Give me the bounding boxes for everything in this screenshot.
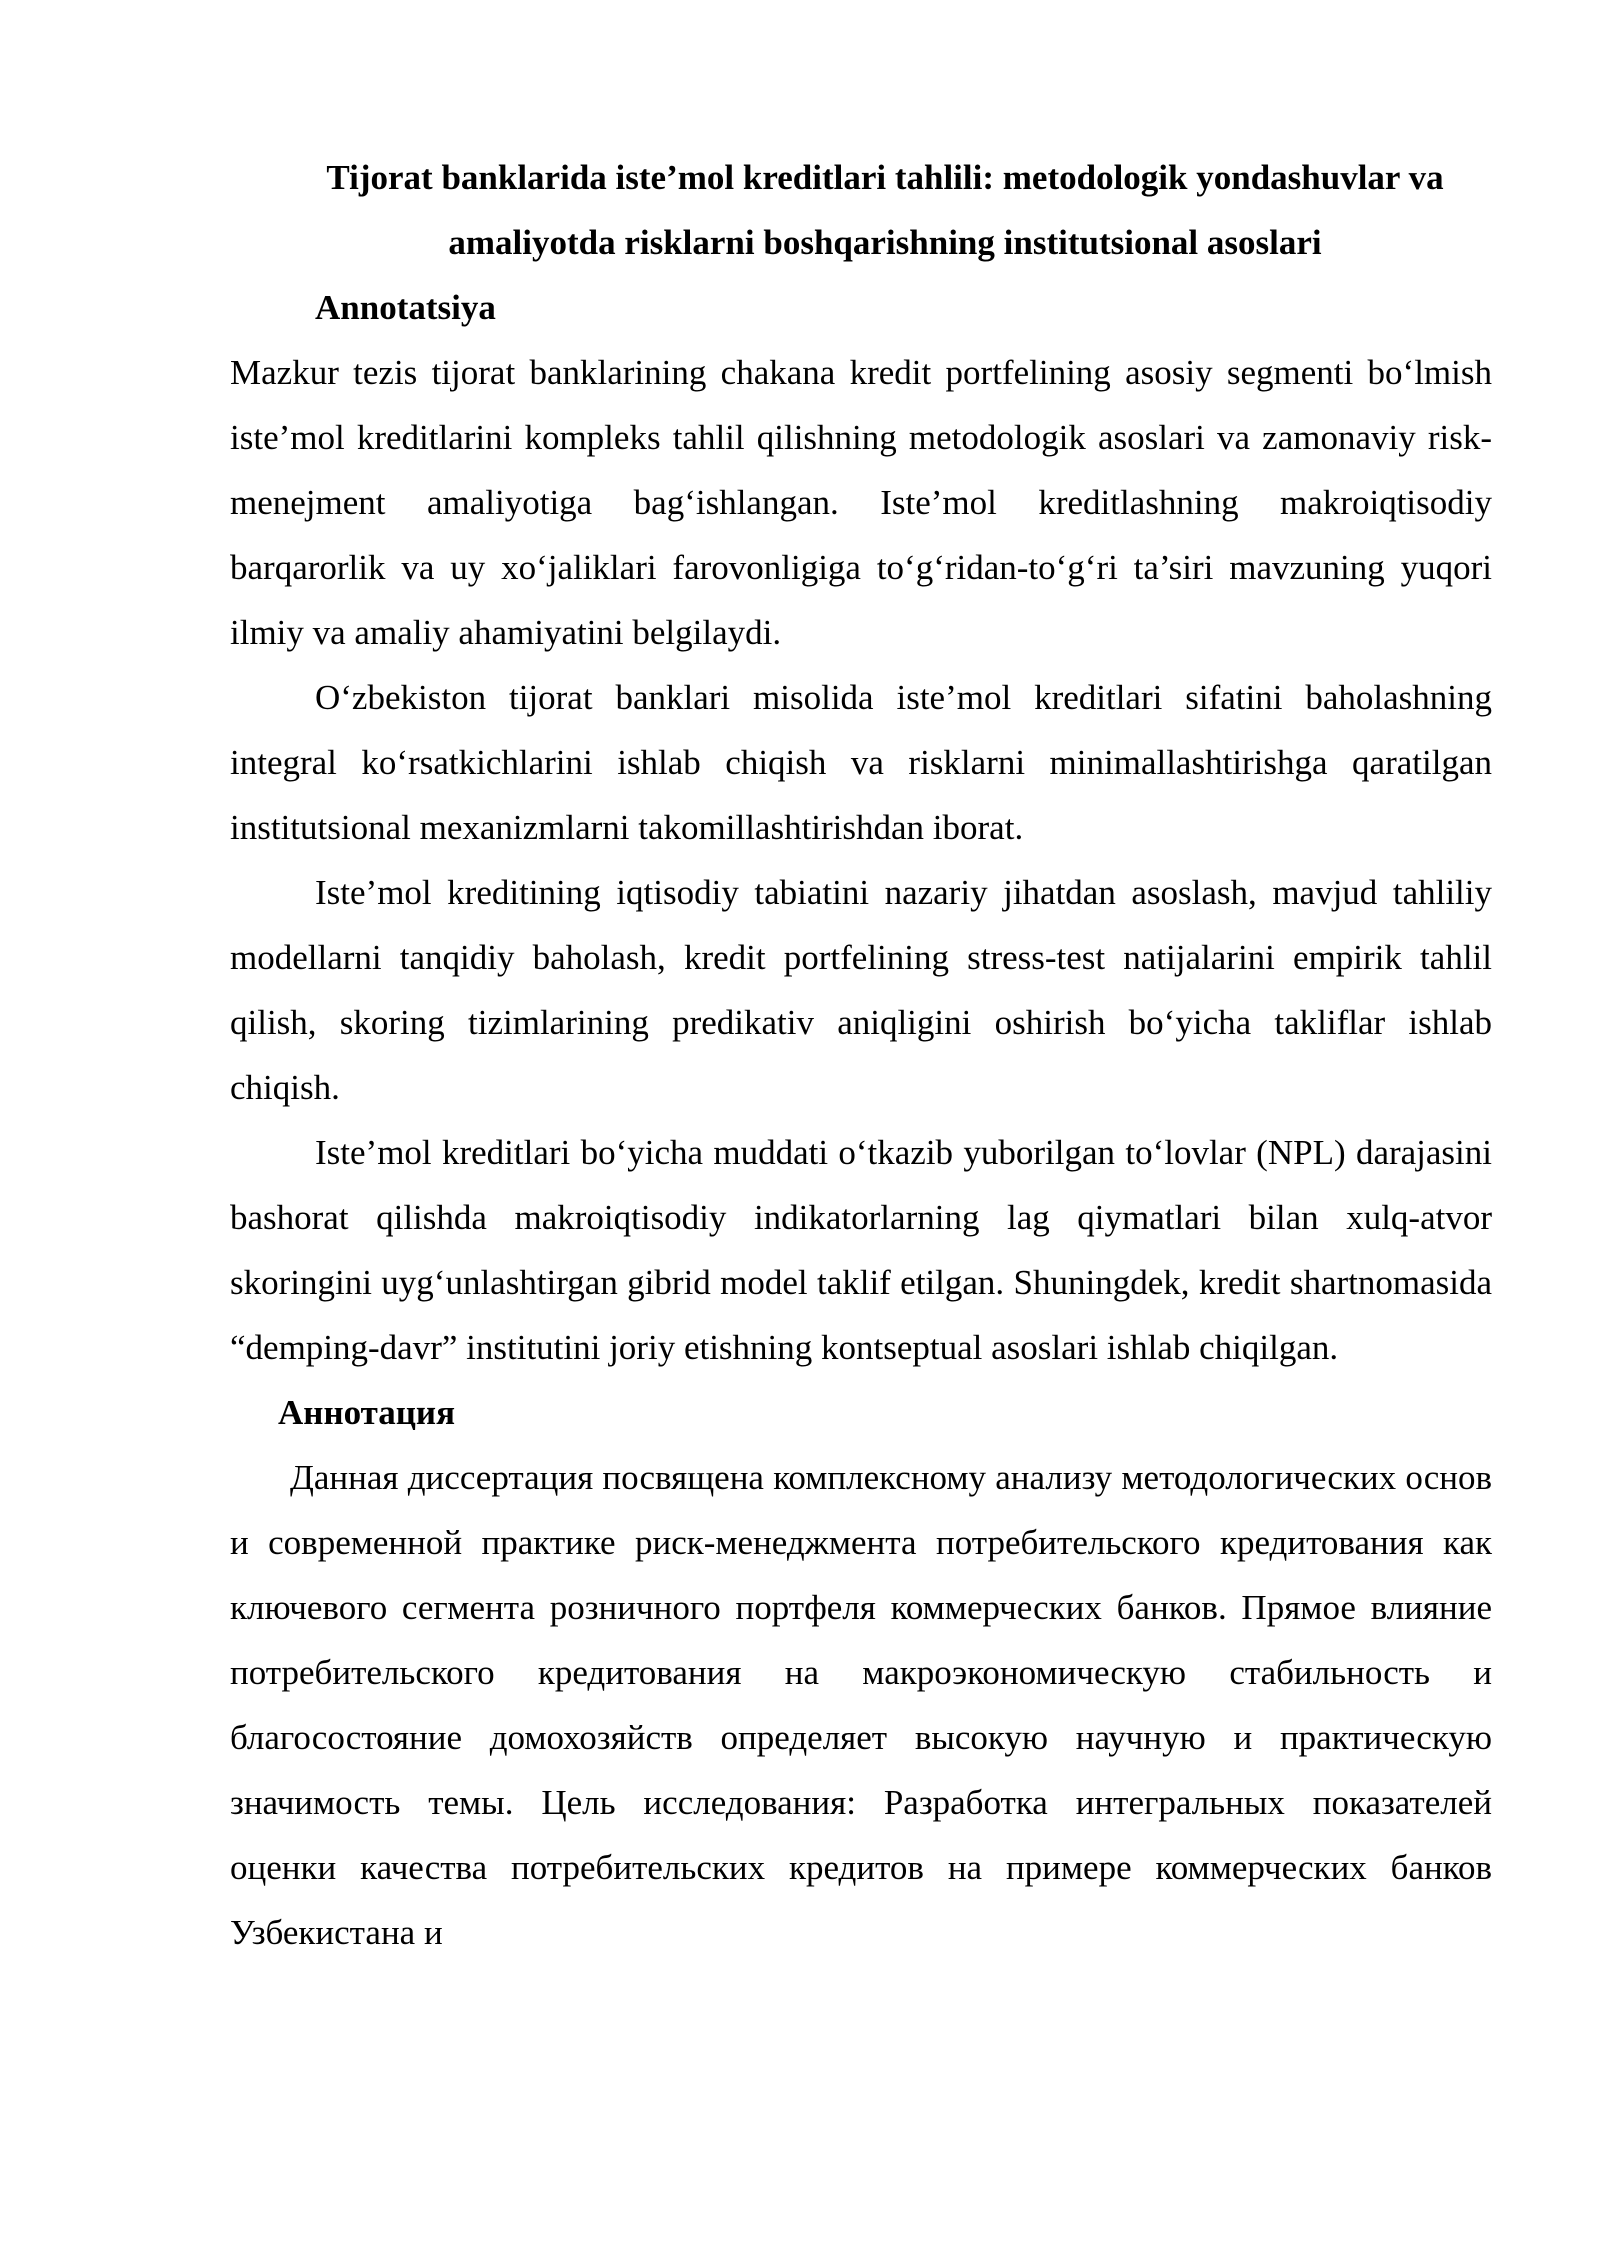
uz-paragraph-1: Mazkur tezis tijorat banklarining chakana kredit portfelining asosiy segmenti bo‘lmish iste’mol kreditlarini kompleks tahlil qilishning metodologik asoslari va zamonaviy risk-menejment amaliyotiga bag‘ishlangan. Iste’mol kreditlashning makroiqtisodiy barqarorlik va uy xo‘jaliklari farovonligiga to‘g‘ridan-to‘g‘ri ta’siri mavzuning yuqori ilmiy va amaliy ahamiyatini belgilaydi. bbox=[230, 353, 1492, 652]
uz-paragraph-3: Iste’mol kreditining iqtisodiy tabiatini nazariy jihatdan asoslash, mavjud tahliliy modellarni tanqidiy baholash, kredit portfelining stress-test natijalarini empirik tahlil qilish, skoring tizimlarining predikativ aniqligini oshirish bo‘yicha takliflar ishlab chiqish. bbox=[230, 873, 1492, 1107]
uz-annotation-heading: Annotatsiya bbox=[315, 288, 496, 327]
ru-paragraph-1: Данная диссертация посвящена комплексному анализу методологических основ и современной практике риск-менеджмента потребительского кредитования как ключевого сегмента розничного портфеля коммерческих банков. Прямое влияние потребительского кредитования на макроэкономическую стабильность и благосостояние домохозяйств определяет высокую научную и практическую значимость темы. Цель исследования: Разработка интегральных показателей оценки качества потребительских кредитов на примере коммерческих банков Узбекистана и bbox=[230, 1458, 1492, 1952]
document-title: Tijorat banklarida iste’mol kreditlari tahlili: metodologik yondashuvlar va amaliyotda risklarni boshqarishning institutsional asoslari bbox=[326, 158, 1444, 262]
uz-paragraph-4: Iste’mol kreditlari bo‘yicha muddati o‘tkazib yuborilgan to‘lovlar (NPL) darajasini bashorat qilishda makroiqtisodiy indikatorlarning lag qiymatlari bilan xulq-atvor skoringini uyg‘unlashtirgan gibrid model taklif etilgan. Shuningdek, kredit shartnomasida “demping-davr” institutini joriy etishning kontseptual asoslari ishlab chiqilgan. bbox=[230, 1133, 1492, 1367]
uz-paragraph-2: O‘zbekiston tijorat banklari misolida iste’mol kreditlari sifatini baholashning integral ko‘rsatkichlarini ishlab chiqish va risklarni minimallashtirishga qaratilgan institutsional mexanizmlarni takomillashtirishdan iborat. bbox=[230, 678, 1492, 847]
ru-annotation-heading: Аннотация bbox=[278, 1393, 456, 1432]
document-page bbox=[230, 145, 1492, 1965]
